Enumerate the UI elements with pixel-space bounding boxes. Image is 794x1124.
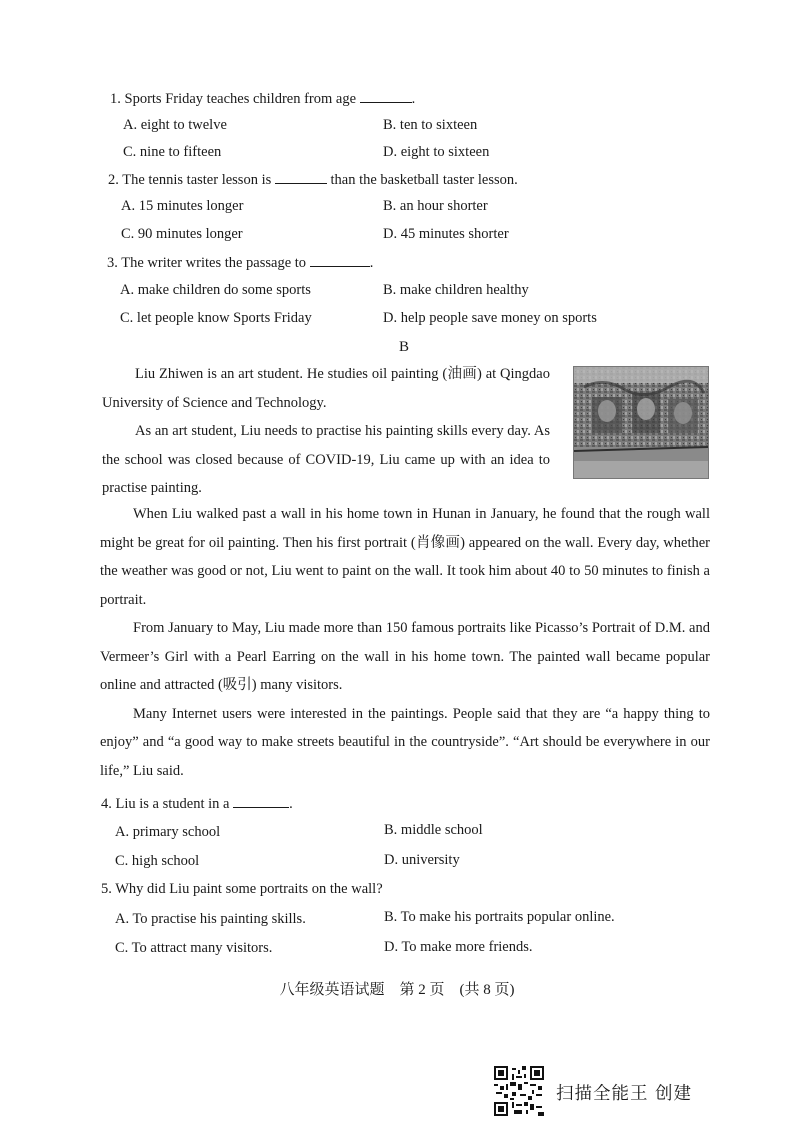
question-1-option-c: C. nine to fifteen bbox=[123, 144, 222, 160]
answer-blank bbox=[275, 171, 327, 184]
passage-paragraph-4: From January to May, Liu made more than 150 famous portraits like Picasso’s Portrait of D.M. and Vermeer’s Girl with a Pearl Earring on the wall in his home town. The painted wall became popular online and attracted (吸引) many visitors. bbox=[100, 620, 710, 693]
passage-paragraph-3: When Liu walked past a wall in his home town in Hunan in January, he found that the rough wall might be great for oil painting. Then his first portrait (肖像画) appeared on the wall. Every day, whether the weather was good or not, Liu went to paint on the wall. It took him about 40 to 50 minutes to finish a portrait. bbox=[100, 506, 710, 608]
photo-image bbox=[574, 367, 708, 478]
question-5-option-c: C. To attract many visitors. bbox=[115, 940, 273, 956]
question-4-option-d: D. university bbox=[384, 852, 460, 868]
question-3-option-d: D. help people save money on sports bbox=[383, 310, 597, 326]
question-3 bbox=[107, 254, 373, 272]
question-4-option-a: A. primary school bbox=[115, 824, 221, 840]
question-1-option-d: D. eight to sixteen bbox=[383, 144, 490, 160]
passage-paragraph-2: As an art student, Liu needs to practise his painting skills every day. As the school was closed because of COVID-19, Liu came up with an idea to practise painting. bbox=[102, 423, 550, 496]
question-2-stem-end: than the basketball taster lesson. bbox=[330, 172, 518, 188]
passage-block-main bbox=[100, 500, 710, 785]
question-1-option-a: A. eight to twelve bbox=[123, 117, 227, 133]
question-4-option-b: B. middle school bbox=[384, 822, 483, 838]
question-4-stem: 4. Liu is a student in a bbox=[101, 796, 230, 812]
question-5 bbox=[101, 881, 383, 898]
question-2-option-c: C. 90 minutes longer bbox=[121, 226, 243, 242]
question-2-stem: 2. The tennis taster lesson is bbox=[108, 172, 272, 188]
question-4-stem-end: . bbox=[289, 796, 293, 812]
question-1-stem: 1. Sports Friday teaches children from age bbox=[110, 91, 357, 107]
question-3-stem: 3. The writer writes the passage to bbox=[107, 255, 307, 271]
answer-blank bbox=[310, 254, 370, 267]
answer-blank bbox=[233, 795, 289, 808]
question-1-stem-end: . bbox=[411, 91, 416, 107]
question-2 bbox=[108, 171, 518, 189]
answer-blank bbox=[360, 90, 412, 103]
question-2-option-b: B. an hour shorter bbox=[383, 198, 488, 214]
question-4 bbox=[101, 795, 293, 813]
question-3-option-b: B. make children healthy bbox=[383, 282, 529, 298]
question-4-option-c: C. high school bbox=[115, 853, 200, 869]
question-3-option-a: A. make children do some sports bbox=[120, 282, 311, 298]
question-5-option-d: D. To make more friends. bbox=[384, 939, 533, 955]
question-5-option-a: A. To practise his painting skills. bbox=[115, 911, 306, 927]
question-5-stem: 5. Why did Liu paint some portraits on the wall? bbox=[101, 881, 383, 897]
question-3-option-c: C. let people know Sports Friday bbox=[120, 310, 312, 326]
question-5-option-b: B. To make his portraits popular online. bbox=[384, 909, 615, 925]
question-2-option-a: A. 15 minutes longer bbox=[121, 198, 244, 214]
qr-code-icon bbox=[494, 1066, 544, 1116]
question-1 bbox=[110, 90, 415, 108]
page-footer: 八年级英语试题 第 2 页 (共 8 页) bbox=[279, 982, 515, 998]
question-3-stem-end: . bbox=[369, 255, 374, 271]
passage-paragraph-5: Many Internet users were interested in the paintings. People said that they are “a happy thing to enjoy” and “a good way to make streets beautiful in the countryside”. “Art should be everywhere in our life,” Liu said. bbox=[100, 705, 710, 779]
question-1-option-b: B. ten to sixteen bbox=[383, 117, 478, 133]
wall-painting-photo bbox=[573, 366, 709, 479]
section-b-heading: B bbox=[399, 339, 410, 355]
passage-block-beside-photo bbox=[102, 360, 550, 503]
question-2-option-d: D. 45 minutes shorter bbox=[383, 226, 509, 242]
scanner-watermark-text: 扫描全能王 创建 bbox=[556, 1084, 693, 1104]
passage-paragraph-1: Liu Zhiwen is an art student. He studies oil painting (油画) at Qingdao University of Science and Technology. bbox=[102, 366, 550, 411]
